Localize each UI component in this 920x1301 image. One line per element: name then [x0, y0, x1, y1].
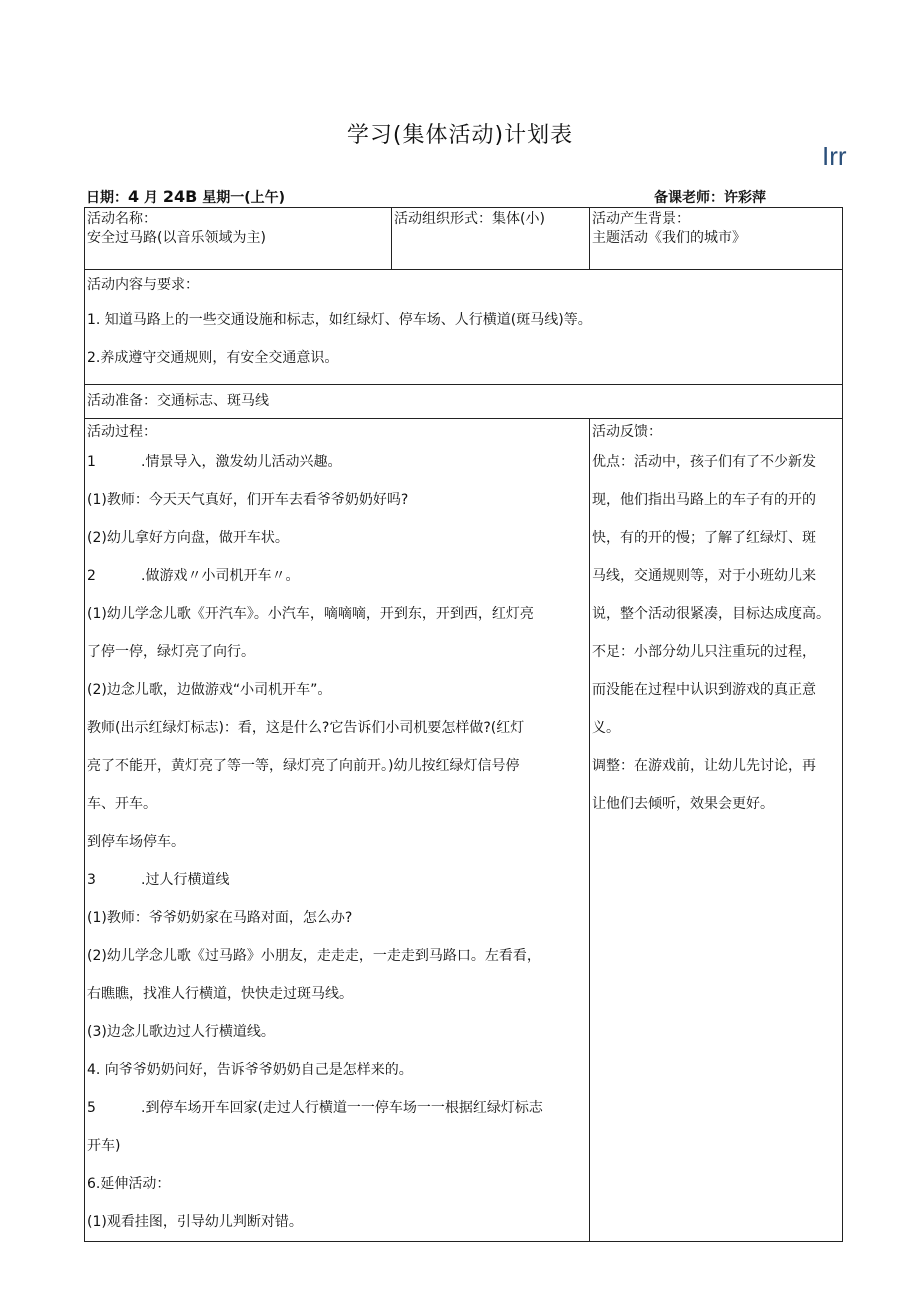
- header-row: [86, 187, 842, 209]
- feedback-line: 义。: [592, 720, 620, 736]
- activity-name-cell: [85, 208, 392, 270]
- feedback-label: 活动反馈：: [592, 424, 662, 440]
- date-month-unit: 月: [144, 190, 159, 206]
- feedback-line: 让他们去倾听，效果会更好。: [592, 796, 774, 812]
- process-cell: [85, 419, 590, 1242]
- feedback-line: 而没能在过程中认识到游戏的真正意: [592, 682, 816, 698]
- feedback-cell: [590, 419, 843, 1242]
- feedback-line: 优点：活动中，孩子们有了不少新发: [592, 454, 816, 470]
- table-row: [85, 270, 843, 385]
- process-line: (2)边念儿歌，边做游戏“小司机开车”。: [87, 682, 332, 698]
- table-row: [85, 419, 843, 1242]
- process-line: 到停车场停车。: [87, 834, 185, 850]
- plan-table: [84, 207, 843, 1242]
- process-line: 6.延伸活动：: [87, 1176, 171, 1192]
- activity-background-label: 活动产生背景：: [592, 211, 690, 227]
- process-line: 亮了不能开，黄灯亮了等一等，绿灯亮了向前开。)幼儿按红绿灯信号停: [87, 758, 520, 774]
- process-line: (2)幼儿学念儿歌《过马路》小朋友，走走走，一走走到马路口。左看看，: [87, 948, 541, 964]
- process-line: 3 .过人行横道线: [87, 872, 230, 888]
- feedback-line: 不足：小部分幼儿只注重玩的过程，: [592, 644, 816, 660]
- content-item: 1. 知道马路上的一些交通设施和标志，如红绿灯、停车场、人行横道(斑马线)等。: [87, 312, 592, 328]
- process-line: 1 .情景导入，激发幼儿活动兴趣。: [87, 454, 342, 470]
- process-line: (1)教师：爷爷奶奶家在马路对面，怎么办?: [87, 910, 353, 926]
- process-line: 5 .到停车场开车回家(走过人行横道一一停车场一一根据红绿灯标志: [87, 1100, 543, 1116]
- activity-name-label: 活动名称：: [87, 211, 157, 227]
- preparation-cell: 活动准备：交通标志、斑马线: [85, 385, 843, 419]
- feedback-line: 现，他们指出马路上的车子有的开的: [592, 492, 816, 508]
- process-line: 车、开车。: [87, 796, 157, 812]
- content-item: 2.养成遵守交通规则，有安全交通意识。: [87, 350, 339, 366]
- process-label: 活动过程：: [87, 424, 157, 440]
- page-title: 学习(集体活动)计划表: [346, 123, 574, 148]
- process-line: 教师(出示红绿灯标志)：看，这是什么?它告诉们小司机要怎样做?(红灯: [87, 720, 525, 736]
- process-line: 了停一停，绿灯亮了向行。: [87, 644, 255, 660]
- date-month: 4: [128, 187, 140, 206]
- feedback-line: 快，有的开的慢；了解了红绿灯、斑: [592, 530, 816, 546]
- process-line: (1)观看挂图，引导幼儿判断对错。: [87, 1214, 303, 1230]
- activity-form-cell: [392, 208, 590, 270]
- activity-name-value: 安全过马路(以音乐领域为主): [87, 230, 266, 246]
- content-label: 活动内容与要求：: [87, 277, 199, 293]
- process-line: 2 .做游戏〃小司机开车〃。: [87, 568, 300, 584]
- feedback-line: 马线，交通规则等，对于小班幼儿来: [592, 568, 816, 584]
- process-line: (3)边念儿歌边过人行横道线。: [87, 1024, 275, 1040]
- feedback-line: 调整：在游戏前，让幼儿先讨论，再: [592, 758, 816, 774]
- table-row: [85, 208, 843, 270]
- teacher-field: 备课老师：许彩萍: [654, 190, 766, 206]
- content-cell: [85, 270, 843, 385]
- date-label: 日期：: [86, 190, 128, 206]
- process-line: (2)幼儿拿好方向盘，做开车状。: [87, 530, 289, 546]
- table-row: [85, 385, 843, 419]
- date-weekday: 星期一(上午): [202, 190, 286, 206]
- process-line: (1)幼儿学念儿歌《开汽车》。小汽车，嘀嘀嘀，开到东，开到西，红灯亮: [87, 606, 534, 622]
- activity-background-cell: [590, 208, 843, 270]
- process-line: (1)教师：今天天气真好，们开车去看爷爷奶奶好吗?: [87, 492, 409, 508]
- date-field: [86, 187, 285, 207]
- process-line: 开车): [87, 1138, 121, 1154]
- process-line: 右瞧瞧，找准人行横道，快快走过斑马线。: [87, 986, 353, 1002]
- feedback-line: 说，整个活动很紧凑，目标达成度高。: [592, 606, 830, 622]
- corner-mark: Irr: [822, 141, 847, 171]
- activity-form-label: 活动组织形式：集体(小): [394, 211, 545, 227]
- activity-background-value: 主题活动《我们的城市》: [592, 230, 746, 246]
- process-line: 4. 向爷爷奶奶问好，告诉爷爷奶奶自己是怎样来的。: [87, 1062, 413, 1078]
- date-day: 24B: [162, 187, 198, 206]
